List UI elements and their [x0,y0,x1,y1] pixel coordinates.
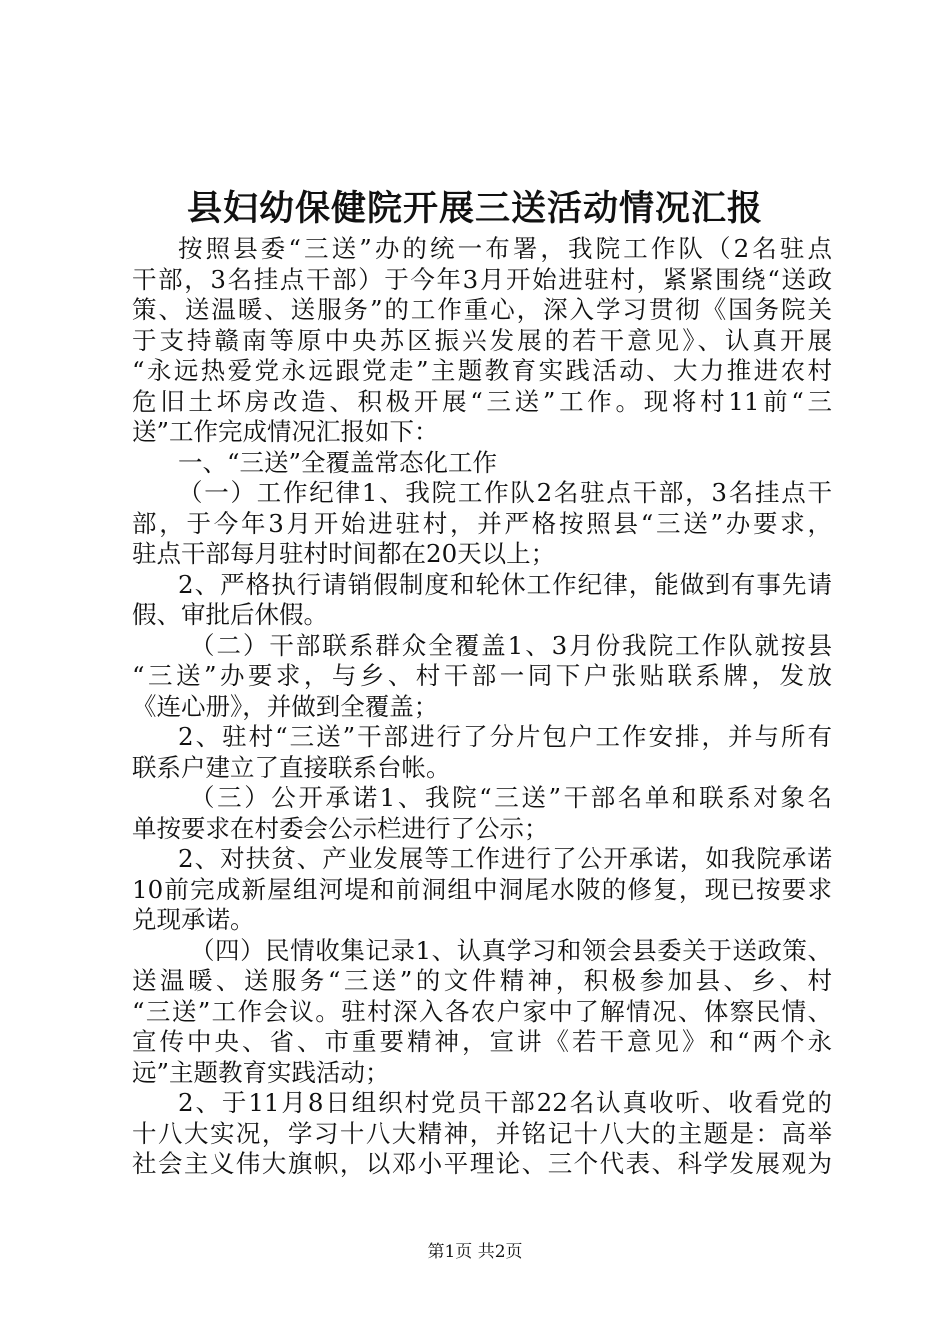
body-line: 送”工作完成情况汇报如下： [132,417,439,446]
body-line: （一）工作纪律1、我院工作队2名驻点干部，3名挂点干 [178,478,832,507]
body-line: （四）民情收集记录1、认真学习和领会县委关于送政策、 [190,935,832,965]
body-line: （二）干部联系群众全覆盖1、3月份我院工作队就按县 [190,630,832,660]
body-line: 兑现承诺。 [132,905,255,934]
body-line: 2、对扶贫、产业发展等工作进行了公开承诺，如我院承诺 [178,844,832,873]
body-line: 联系户建立了直接联系台帐。 [132,752,451,782]
document-title: 县妇幼保健院开展三送活动情况汇报 [186,188,763,229]
body-line: （三）公开承诺1、我院“三送”干部名单和联系对象名 [190,783,832,812]
body-line: 于支持赣南等原中央苏区振兴发展的若干意见》、认真开展 [132,325,832,355]
body-line: 《连心册》，并做到全覆盖； [132,691,439,721]
body-line: 假、审批后休假。 [132,600,328,629]
body-line: 社会主义伟大旗帜，以邓小平理论、三个代表、科学发展观为 [132,1149,832,1178]
body-line: 2、于11月8日组织村党员干部22名认真收听、收看党的 [178,1088,832,1117]
body-line: “三送”办要求，与乡、村干部一同下户张贴联系牌，发放 [132,661,832,690]
body-line: 干部，3名挂点干部）于今年3月开始进驻村，紧紧围绕“送政 [132,264,832,294]
body-line: 远”主题教育实践活动； [132,1057,390,1087]
body-line: 单按要求在村委会公示栏进行了公示； [132,813,549,843]
body-line: 2、严格执行请销假制度和轮休工作纪律，能做到有事先请 [178,569,832,599]
body-line: 一、“三送”全覆盖常态化工作 [178,447,498,477]
body-line: 驻点干部每月驻村时间都在20天以上； [132,539,556,568]
page-footer: 第1页 共2页 [427,1242,523,1262]
body-line: “三送”工作会议。驻村深入各农户家中了解情况、体察民情、 [132,996,832,1026]
body-line: 危旧土坏房改造、积极开展“三送”工作。现将村11前“三 [132,386,832,416]
body-line: 宣传中央、省、市重要精神，宣讲《若干意见》和“两个永 [132,1027,832,1056]
body-line: “永远热爱党永远跟党走”主题教育实践活动、大力推进农村 [132,356,832,385]
document-body [132,234,832,1180]
body-line: 送温暖、送服务“三送”的文件精神，积极参加县、乡、村 [132,966,832,995]
body-line: 策、送温暖、送服务”的工作重心，深入学习贯彻《国务院关 [132,295,832,324]
body-line: 2、驻村“三送”干部进行了分片包户工作安排，并与所有 [178,722,832,751]
body-line: 部，于今年3月开始进驻村，并严格按照县“三送”办要求， [132,508,832,538]
body-line: 十八大实况，学习十八大精神，并铭记十八大的主题是：高举 [132,1118,832,1148]
body-line: 按照县委“三送”办的统一布署，我院工作队（2名驻点 [178,234,832,263]
body-line: 10前完成新屋组河堤和前洞组中洞尾水陂的修复，现已按要求 [132,874,832,904]
